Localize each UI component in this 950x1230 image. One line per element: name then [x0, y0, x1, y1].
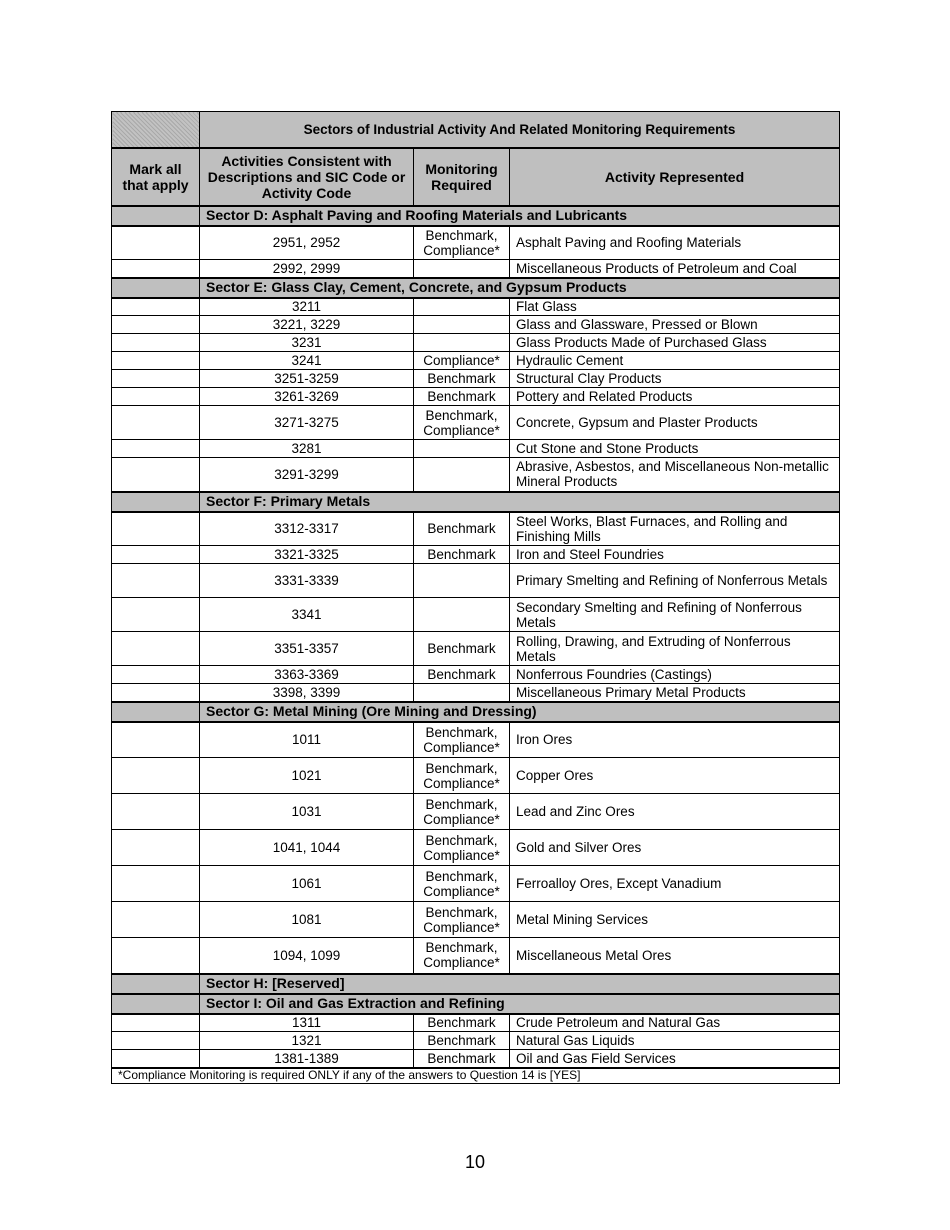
- activity-represented-cell: Structural Clay Products: [510, 370, 840, 388]
- table-title: Sectors of Industrial Activity And Related Monitoring Requirements: [200, 112, 840, 148]
- mark-checkbox-cell[interactable]: [112, 298, 200, 316]
- monitoring-cell: Benchmark: [414, 512, 510, 546]
- sic-code-cell: 3231: [200, 334, 414, 352]
- sic-code-cell: 3241: [200, 352, 414, 370]
- sic-code-cell: 3321-3325: [200, 546, 414, 564]
- monitoring-cell: [414, 260, 510, 278]
- activity-represented-cell: Metal Mining Services: [510, 902, 840, 938]
- sic-code-cell: 3341: [200, 598, 414, 632]
- activity-represented-cell: Natural Gas Liquids: [510, 1032, 840, 1050]
- monitoring-cell: Benchmark, Compliance*: [414, 938, 510, 974]
- sic-code-cell: 1041, 1044: [200, 830, 414, 866]
- table-row: [112, 902, 840, 938]
- monitoring-cell: [414, 316, 510, 334]
- monitoring-cell: [414, 458, 510, 492]
- monitoring-cell: Benchmark: [414, 388, 510, 406]
- activity-represented-cell: Copper Ores: [510, 758, 840, 794]
- mark-checkbox-cell[interactable]: [112, 902, 200, 938]
- sic-code-cell: 3398, 3399: [200, 684, 414, 702]
- mark-checkbox-cell[interactable]: [112, 260, 200, 278]
- table-row: [112, 298, 840, 316]
- sector-header-blank-cell: [112, 492, 200, 512]
- activity-represented-cell: Secondary Smelting and Refining of Nonferrous Metals: [510, 598, 840, 632]
- sic-code-cell: 1031: [200, 794, 414, 830]
- mark-checkbox-cell[interactable]: [112, 440, 200, 458]
- sic-code-cell: 1381-1389: [200, 1050, 414, 1068]
- monitoring-cell: Benchmark: [414, 1014, 510, 1032]
- activity-represented-cell: Oil and Gas Field Services: [510, 1050, 840, 1068]
- activity-represented-cell: Asphalt Paving and Roofing Materials: [510, 226, 840, 260]
- mark-checkbox-cell[interactable]: [112, 684, 200, 702]
- monitoring-cell: Benchmark: [414, 632, 510, 666]
- table-row: [112, 352, 840, 370]
- sic-code-cell: 1021: [200, 758, 414, 794]
- table-row: [112, 1050, 840, 1068]
- table-row: [112, 684, 840, 702]
- mark-checkbox-cell[interactable]: [112, 598, 200, 632]
- activity-represented-cell: Crude Petroleum and Natural Gas: [510, 1014, 840, 1032]
- table-row: [112, 226, 840, 260]
- table-row: [112, 458, 840, 492]
- footnote: *Compliance Monitoring is required ONLY if any of the answers to Question 14 is [YES]: [112, 1068, 840, 1084]
- mark-checkbox-cell[interactable]: [112, 334, 200, 352]
- activity-represented-cell: Glass and Glassware, Pressed or Blown: [510, 316, 840, 334]
- table-row: [112, 316, 840, 334]
- monitoring-cell: Benchmark: [414, 1032, 510, 1050]
- mark-checkbox-cell[interactable]: [112, 546, 200, 564]
- activity-represented-cell: Primary Smelting and Refining of Nonferrous Metals: [510, 564, 840, 598]
- header-activity-represented: Activity Represented: [510, 148, 840, 206]
- monitoring-cell: Benchmark, Compliance*: [414, 794, 510, 830]
- mark-checkbox-cell[interactable]: [112, 666, 200, 684]
- sic-code-cell: 1321: [200, 1032, 414, 1050]
- sector-title: Sector D: Asphalt Paving and Roofing Materials and Lubricants: [200, 206, 840, 226]
- title-corner-cell: [112, 112, 200, 148]
- mark-checkbox-cell[interactable]: [112, 866, 200, 902]
- monitoring-cell: Benchmark: [414, 370, 510, 388]
- sector-header-blank-cell: [112, 278, 200, 298]
- sic-code-cell: 1061: [200, 866, 414, 902]
- sic-code-cell: 3281: [200, 440, 414, 458]
- mark-checkbox-cell[interactable]: [112, 316, 200, 334]
- activity-represented-cell: Abrasive, Asbestos, and Miscellaneous Non-metallic Mineral Products: [510, 458, 840, 492]
- monitoring-cell: Benchmark, Compliance*: [414, 830, 510, 866]
- sector-header-blank-cell: [112, 702, 200, 722]
- mark-checkbox-cell[interactable]: [112, 370, 200, 388]
- sector-header-blank-cell: [112, 974, 200, 994]
- table-body: [112, 112, 840, 1084]
- sic-code-cell: 3312-3317: [200, 512, 414, 546]
- activity-represented-cell: Flat Glass: [510, 298, 840, 316]
- monitoring-cell: Benchmark: [414, 666, 510, 684]
- table-row: [112, 794, 840, 830]
- mark-checkbox-cell[interactable]: [112, 758, 200, 794]
- monitoring-cell: [414, 564, 510, 598]
- mark-checkbox-cell[interactable]: [112, 564, 200, 598]
- activity-represented-cell: Miscellaneous Metal Ores: [510, 938, 840, 974]
- activity-represented-cell: Ferroalloy Ores, Except Vanadium: [510, 866, 840, 902]
- activity-represented-cell: Pottery and Related Products: [510, 388, 840, 406]
- sic-code-cell: 1094, 1099: [200, 938, 414, 974]
- mark-checkbox-cell[interactable]: [112, 794, 200, 830]
- monitoring-cell: [414, 684, 510, 702]
- sector-title: Sector F: Primary Metals: [200, 492, 840, 512]
- title-row: [112, 112, 840, 148]
- header-mark-all: Mark all that apply: [112, 148, 200, 206]
- sector-header-row: [112, 206, 840, 226]
- table-row: [112, 632, 840, 666]
- activity-represented-cell: Rolling, Drawing, and Extruding of Nonferrous Metals: [510, 632, 840, 666]
- sector-header-row: [112, 492, 840, 512]
- sic-code-cell: 2992, 2999: [200, 260, 414, 278]
- table-row: [112, 1032, 840, 1050]
- sector-title: Sector E: Glass Clay, Cement, Concrete, and Gypsum Products: [200, 278, 840, 298]
- column-header-row: [112, 148, 840, 206]
- mark-checkbox-cell[interactable]: [112, 352, 200, 370]
- mark-checkbox-cell[interactable]: [112, 458, 200, 492]
- sector-header-row: [112, 974, 840, 994]
- sic-code-cell: 1311: [200, 1014, 414, 1032]
- table-row: [112, 334, 840, 352]
- sector-monitoring-table: [111, 111, 840, 1084]
- sic-code-cell: 1081: [200, 902, 414, 938]
- table-row: [112, 260, 840, 278]
- activity-represented-cell: Miscellaneous Products of Petroleum and Coal: [510, 260, 840, 278]
- sic-code-cell: 3351-3357: [200, 632, 414, 666]
- sector-header-row: [112, 278, 840, 298]
- activity-represented-cell: Gold and Silver Ores: [510, 830, 840, 866]
- monitoring-cell: Benchmark, Compliance*: [414, 866, 510, 902]
- monitoring-cell: Benchmark, Compliance*: [414, 902, 510, 938]
- table-row: [112, 1014, 840, 1032]
- table-row: [112, 866, 840, 902]
- activity-represented-cell: Nonferrous Foundries (Castings): [510, 666, 840, 684]
- sic-code-cell: 3261-3269: [200, 388, 414, 406]
- sic-code-cell: 3221, 3229: [200, 316, 414, 334]
- sic-code-cell: 2951, 2952: [200, 226, 414, 260]
- sector-header-row: [112, 702, 840, 722]
- monitoring-cell: Benchmark: [414, 1050, 510, 1068]
- activity-represented-cell: Lead and Zinc Ores: [510, 794, 840, 830]
- sic-code-cell: 3211: [200, 298, 414, 316]
- monitoring-cell: Benchmark, Compliance*: [414, 406, 510, 440]
- sector-header-row: [112, 994, 840, 1014]
- activity-represented-cell: Miscellaneous Primary Metal Products: [510, 684, 840, 702]
- activity-represented-cell: Iron and Steel Foundries: [510, 546, 840, 564]
- activity-represented-cell: Iron Ores: [510, 722, 840, 758]
- header-monitoring: Monitoring Required: [414, 148, 510, 206]
- sector-title: Sector H: [Reserved]: [200, 974, 840, 994]
- table-row: [112, 512, 840, 546]
- mark-checkbox-cell[interactable]: [112, 1050, 200, 1068]
- table-row: [112, 546, 840, 564]
- mark-checkbox-cell[interactable]: [112, 406, 200, 440]
- sector-header-blank-cell: [112, 994, 200, 1014]
- footnote-row: [112, 1068, 840, 1084]
- sector-title: Sector I: Oil and Gas Extraction and Refining: [200, 994, 840, 1014]
- monitoring-cell: Benchmark, Compliance*: [414, 758, 510, 794]
- monitoring-cell: [414, 334, 510, 352]
- monitoring-cell: Benchmark: [414, 546, 510, 564]
- table-row: [112, 666, 840, 684]
- sic-code-cell: 3271-3275: [200, 406, 414, 440]
- activity-represented-cell: Steel Works, Blast Furnaces, and Rolling and Finishing Mills: [510, 512, 840, 546]
- table-row: [112, 406, 840, 440]
- table-row: [112, 388, 840, 406]
- table-row: [112, 564, 840, 598]
- header-activities: Activities Consistent with Descriptions and SIC Code or Activity Code: [200, 148, 414, 206]
- activity-represented-cell: Concrete, Gypsum and Plaster Products: [510, 406, 840, 440]
- mark-checkbox-cell[interactable]: [112, 938, 200, 974]
- activity-represented-cell: Glass Products Made of Purchased Glass: [510, 334, 840, 352]
- table-row: [112, 938, 840, 974]
- sic-code-cell: 3251-3259: [200, 370, 414, 388]
- mark-checkbox-cell[interactable]: [112, 1014, 200, 1032]
- monitoring-cell: Benchmark, Compliance*: [414, 226, 510, 260]
- mark-checkbox-cell[interactable]: [112, 722, 200, 758]
- mark-checkbox-cell[interactable]: [112, 388, 200, 406]
- page-number: 10: [464, 1152, 486, 1172]
- monitoring-cell: [414, 298, 510, 316]
- table-row: [112, 722, 840, 758]
- activity-represented-cell: Hydraulic Cement: [510, 352, 840, 370]
- sic-code-cell: 1011: [200, 722, 414, 758]
- table-row: [112, 440, 840, 458]
- monitoring-cell: [414, 598, 510, 632]
- mark-checkbox-cell[interactable]: [112, 226, 200, 260]
- mark-checkbox-cell[interactable]: [112, 1032, 200, 1050]
- table-row: [112, 598, 840, 632]
- activity-represented-cell: Cut Stone and Stone Products: [510, 440, 840, 458]
- mark-checkbox-cell[interactable]: [112, 632, 200, 666]
- monitoring-cell: Compliance*: [414, 352, 510, 370]
- sic-code-cell: 3363-3369: [200, 666, 414, 684]
- mark-checkbox-cell[interactable]: [112, 830, 200, 866]
- table-row: [112, 758, 840, 794]
- sector-title: Sector G: Metal Mining (Ore Mining and Dressing): [200, 702, 840, 722]
- sector-header-blank-cell: [112, 206, 200, 226]
- mark-checkbox-cell[interactable]: [112, 512, 200, 546]
- monitoring-cell: Benchmark, Compliance*: [414, 722, 510, 758]
- monitoring-cell: [414, 440, 510, 458]
- sic-code-cell: 3291-3299: [200, 458, 414, 492]
- table-row: [112, 830, 840, 866]
- sic-code-cell: 3331-3339: [200, 564, 414, 598]
- table-row: [112, 370, 840, 388]
